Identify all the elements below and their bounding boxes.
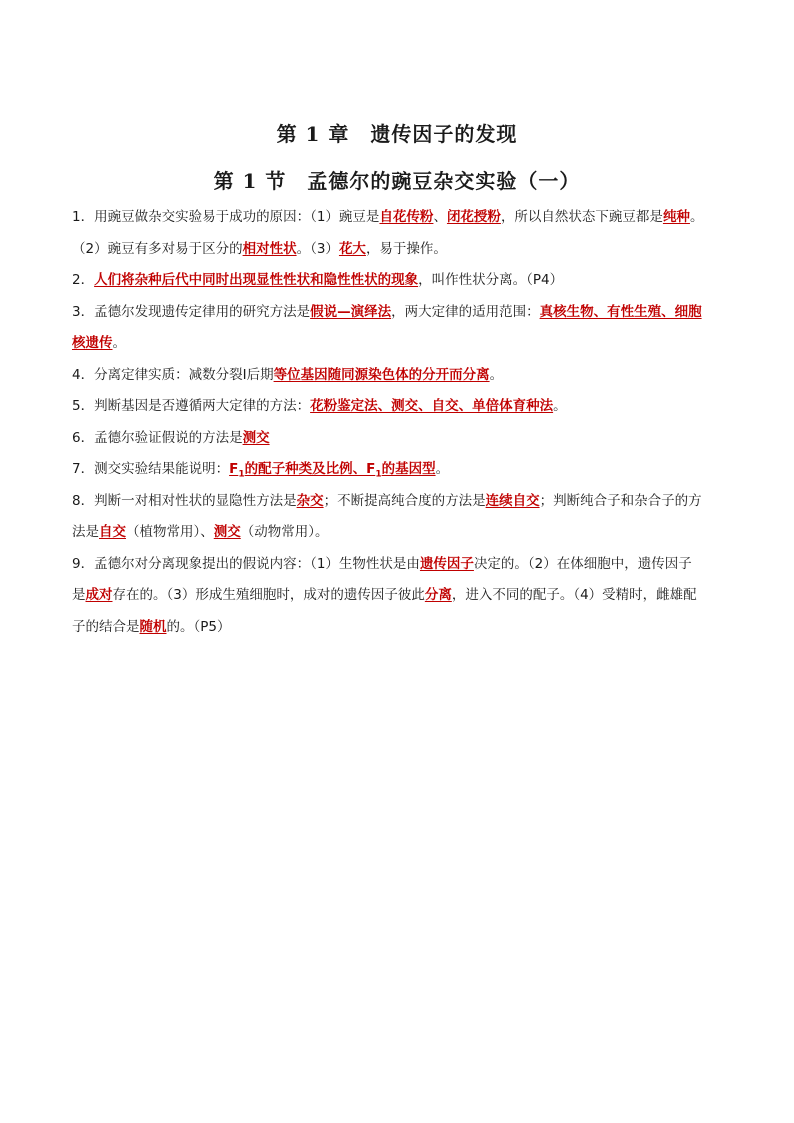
key-answer: 遗传因子 — [419, 555, 474, 572]
text-segment: 子的结合是 — [72, 618, 140, 635]
item-9-line-1 — [72, 549, 732, 581]
key-answer: 的配子种类及比例、$F_1$ — [244, 461, 382, 480]
text-segment: 存在的。（3）形成生殖细胞时，成对的遗传因子彼此 — [112, 587, 425, 603]
text-segment: 6．孟德尔验证假说的方法是 — [72, 429, 243, 446]
item-2-line-1 — [72, 265, 732, 297]
key-answer: 分离 — [424, 587, 452, 603]
key-answer: 测交 — [213, 524, 241, 540]
text-segment: 4．分离定律实质：减数分裂Ⅰ后期 — [72, 366, 274, 383]
text-segment: 决定的。（2）在体细胞中，遗传因子 — [473, 555, 692, 572]
text-segment: ，两大定律的适用范围： — [391, 303, 540, 320]
item-4-line-1 — [72, 360, 732, 392]
text-segment: 。 — [553, 398, 567, 414]
key-answer: 随机 — [139, 618, 167, 635]
item-7-line-1 — [72, 454, 732, 486]
text-segment: ；判断纯合子和杂合子的方 — [539, 492, 702, 509]
text-segment: 5．判断基因是否遵循两大定律的方法： — [72, 398, 311, 414]
text-segment: 9．孟德尔对分离现象提出的假说内容：（1）生物性状是由 — [72, 555, 420, 572]
text-segment: （植物常用）、 — [126, 524, 214, 540]
text-segment: 、 — [433, 209, 447, 225]
text-segment: 8．判断一对相对性状的显隐性方法是 — [72, 492, 297, 509]
key-answer: 测交 — [242, 429, 270, 446]
key-answer: 杂交 — [296, 492, 324, 509]
item-9-line-3 — [72, 612, 732, 644]
key-answer: 核遗传 — [72, 335, 113, 351]
item-1-line-2 — [72, 234, 732, 266]
key-answer: 的基因型 — [381, 461, 436, 477]
key-answer: 闭花授粉 — [446, 209, 501, 225]
item-5-line-1 — [72, 391, 732, 423]
key-answer: 连续自交 — [485, 492, 540, 509]
text-segment: ，叫作性状分离。（P4） — [418, 272, 564, 288]
key-answer: 假说—演绎法 — [310, 303, 392, 320]
text-segment: 7．测交实验结果能说明： — [72, 461, 230, 477]
text-segment: 的。（P5） — [166, 618, 231, 635]
key-answer: 自花传粉 — [379, 209, 434, 225]
text-segment: 。 — [489, 366, 504, 383]
key-answer: 人们将杂种后代中同时出现显性性状和隐性性状的现象 — [94, 272, 419, 288]
text-segment: ；不断提高纯合度的方法是 — [323, 492, 486, 509]
key-answer: 自交 — [99, 524, 126, 540]
text-segment: 。 — [112, 335, 126, 351]
item-8-line-2 — [72, 517, 732, 549]
text-segment: ，所以自然状态下豌豆都是 — [500, 209, 663, 225]
text-segment: 。（3） — [296, 240, 339, 257]
document-body — [72, 202, 732, 643]
text-segment: 。 — [435, 461, 450, 477]
section-title: 第 1 节 孟德尔的豌豆杂交实验（一） — [213, 169, 581, 193]
key-answer: 相对性状 — [242, 240, 297, 257]
item-9-line-2 — [72, 580, 732, 612]
item-3-line-2 — [72, 328, 732, 360]
key-answer: 花大 — [338, 240, 366, 257]
item-1-line-1 — [72, 202, 732, 234]
text-segment: 法是 — [72, 524, 99, 540]
text-segment: 是 — [72, 587, 86, 603]
key-answer: $F_1$ — [229, 461, 245, 480]
text-segment: （2）豌豆有多对易于区分的 — [72, 240, 243, 257]
key-answer: 成对 — [85, 587, 113, 603]
item-8-line-1 — [72, 486, 732, 518]
item-3-line-1 — [72, 297, 732, 329]
chapter-title: 第 1 章 遗传因子的发现 — [276, 122, 518, 146]
text-segment: 2． — [72, 272, 95, 288]
subscript: 1 — [375, 469, 382, 480]
text-segment: （动物常用）。 — [240, 524, 329, 540]
item-6-line-1 — [72, 423, 732, 455]
text-segment: 3．孟德尔发现遗传定律用的研究方法是 — [72, 303, 311, 320]
text-segment: 。 — [689, 209, 704, 225]
subscript: 1 — [238, 469, 245, 480]
text-segment: 1．用豌豆做杂交实验易于成功的原因：（1）豌豆是 — [72, 209, 380, 225]
text-segment: ，进入不同的配子。（4）受精时，雌雄配 — [451, 587, 697, 603]
text-segment: ，易于操作。 — [365, 240, 447, 257]
key-answer: 等位基因随同源染色体的分开而分离 — [273, 366, 490, 383]
key-answer: 花粉鉴定法、测交、自交、单倍体育种法 — [310, 398, 554, 414]
key-answer: 纯种 — [662, 209, 690, 225]
key-answer: 真核生物、有性生殖、细胞 — [539, 303, 702, 320]
